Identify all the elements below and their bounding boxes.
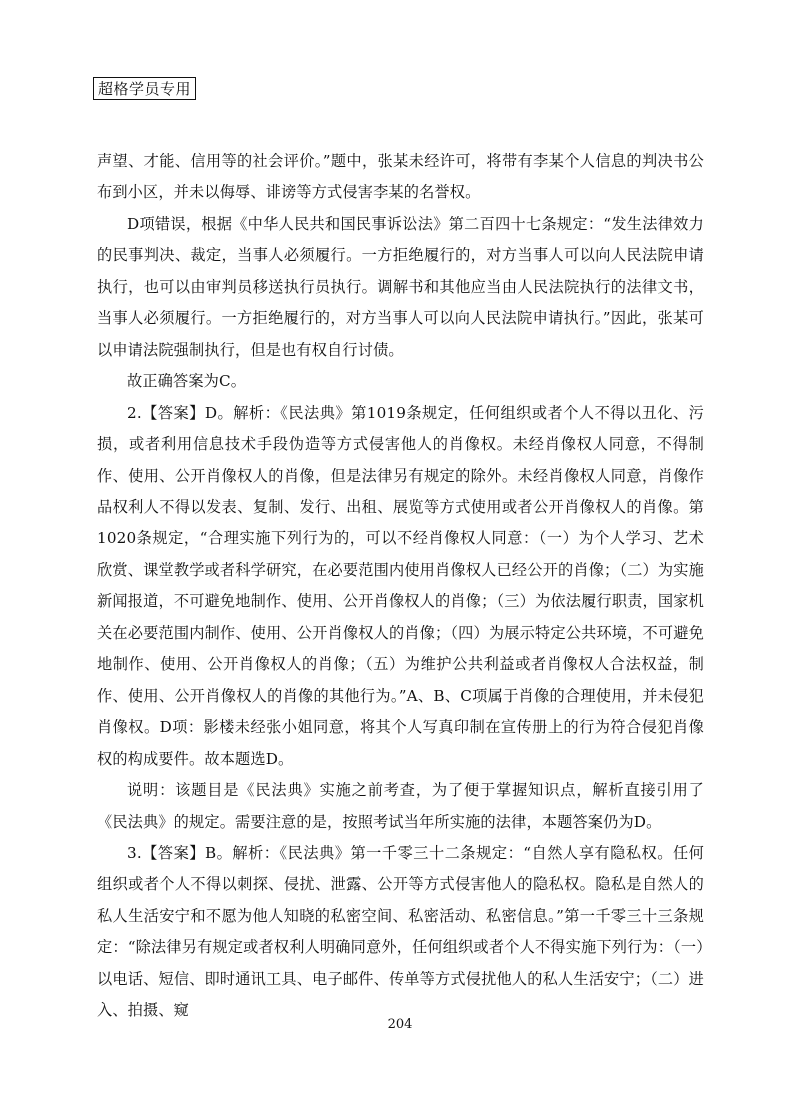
paragraph: 说明：该题目是《民法典》实施之前考查，为了便于掌握知识点，解析直接引用了《民法典》的规定。需要注意的是，按照考试当年所实施的法律，本题答案仍为D。 xyxy=(97,781,704,831)
paragraph: 声望、才能、信用等的社会评价。”题中，张某未经许可，将带有李某个人信息的判决书公布到小区，并未以侮辱、诽谤等方式侵害李某的名誉权。 xyxy=(97,152,704,202)
paragraph: 故正确答案为C。 xyxy=(127,372,247,391)
page-number: 204 xyxy=(387,1017,413,1032)
exclusive-label: 超格学员专用 xyxy=(93,77,196,100)
paragraph: 3.【答案】B。解析：《民法典》第一千零三十二条规定：“自然人享有隐私权。任何组织或者个人不得以刺探、侵扰、泄露、公开等方式侵害他人的隐私权。隐私是自然人的私人生活安宁和不愿为他人知晓的私密空间、私密活动、私密信息。”第一千零三十三条规定：“除法律另有规定或者权利人明确同意外，任何组织或者个人不得实施下列行为：（一）以电话、短信、即时通讯工具、电子邮件、传单等方式侵扰他人的私人生活安宁；（二）进入、拍摄、窥 xyxy=(97,843,704,1020)
paragraph: D项错误，根据《中华人民共和国民事诉讼法》第二百四十七条规定：“发生法律效力的民事判决、裁定，当事人必须履行。一方拒绝履行的，对方当事人可以向人民法院申请执行，也可以由审判员移送执行员执行。调解书和其他应当由人民法院执行的法律文书，当事人必须履行。一方拒绝履行的，对方当事人可以向人民法院申请执行。”因此，张某可以申请法院强制执行，但是也有权自行讨债。 xyxy=(97,214,704,359)
paragraph: 2.【答案】D。解析：《民法典》第1019条规定，任何组织或者个人不得以丑化、污损，或者利用信息技术手段伪造等方式侵害他人的肖像权。未经肖像权人同意，不得制作、使用、公开肖像权人的肖像，但是法律另有规定的除外。未经肖像权人同意，肖像作品权利人不得以发表、复制、发行、出租、展览等方式使用或者公开肖像权人的肖像。第1020条规定，“合理实施下列行为的，可以不经肖像权人同意：（一）为个人学习、艺术欣赏、课堂教学或者科学研究，在必要范围内使用肖像权人已经公开的肖像；（二）为实施新闻报道，不可避免地制作、使用、公开肖像权人的肖像；（三）为依法履行职责，国家机关在必要范围内制作、使用、公开肖像权人的肖像；（四）为展示特定公共环境，不可避免地制作、使用、公开肖像权人的肖像；（五）为维护公共利益或者肖像权人合法权益，制作、使用、公开肖像权人的肖像的其他行为。”A、B、C项属于肖像的合理使用，并未侵犯肖像权。D项：影楼未经张小姐同意，将其个人写真印制在宣传册上的行为符合侵犯肖像权的构成要件。故本题选D。 xyxy=(97,403,704,768)
answer-explanation-body xyxy=(97,146,704,1027)
